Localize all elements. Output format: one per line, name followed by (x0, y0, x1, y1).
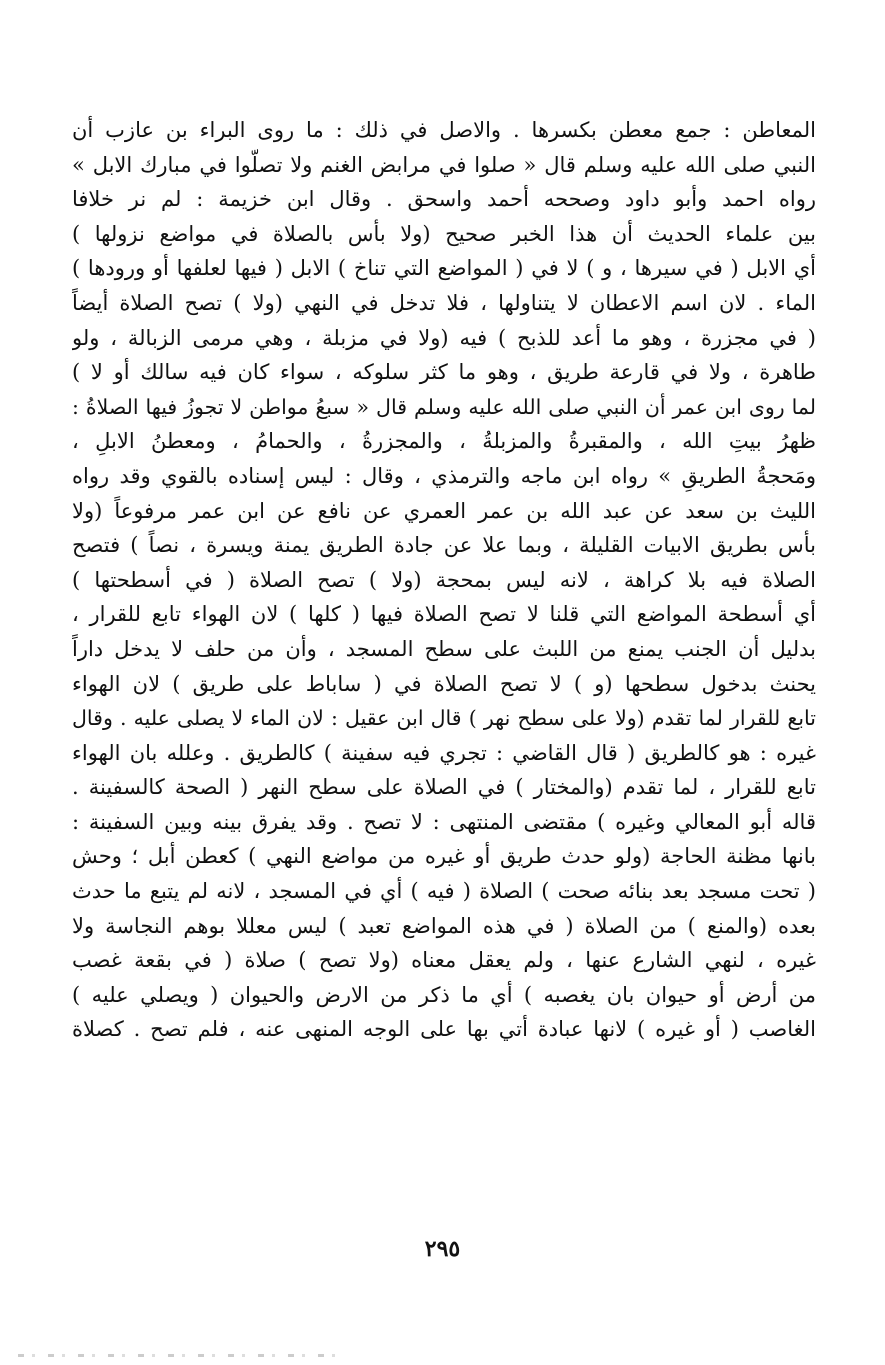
text-line: ظهرُ بيتِ الله ، والمقبرةُ والمزبلةُ ، والمجزرةُ ، والحمامُ ، ومعطنُ الابلِ ، (72, 429, 816, 454)
text-line: ( تحت مسجد بعد بنائه صحت ) الصلاة ( فيه ) أي في المسجد ، لانه لم يتبع ما حدث (72, 879, 816, 904)
text-line: أي الابل ( في سيرها ، و ) لا في ( المواضع التي تناخ ) الابل ( فيها لعلفها أو ورودها ) (72, 256, 816, 281)
text-line: يحنث بدخول سطحها (و ) لا تصح الصلاة في ( ساباط على طريق ) لان الهواء (72, 671, 816, 696)
page-number: ٢٩٥ (424, 1236, 461, 1262)
text-line: طاهرة ، ولا في قارعة طريق ، وهو ما كثر سلوكه ، سواء كان فيه سالك أو لا ) (72, 360, 816, 385)
text-line: ومَحجةُ الطريقِ » رواه ابن ماجه والترمذي ، وقال : ليس إسناده بالقوي وقد رواه (72, 463, 816, 488)
text-line: الليث بن سعد عن عبد الله بن عمر العمري عن نافع عن ابن عمر مرفوعاً (ولا (72, 498, 816, 523)
text-line: الغاصب ( أو غيره ) لانها عبادة أتي بها على الوجه المنهى عنه ، فلم تصح . كصلاة (72, 1017, 816, 1042)
text-line: تابع للقرار لما تقدم (ولا على سطح نهر ) قال ابن عقيل : لان الماء لا يصلى عليه . وقال (72, 706, 816, 731)
text-line: النبي صلى الله عليه وسلم قال « صلوا في مرابض الغنم ولا تصلّوا في مبارك الابل » (72, 152, 816, 177)
text-line: من أرض أو حيوان بان يغصبه ) أي ما ذكر من الارض والحيوان ( ويصلي عليه ) (72, 982, 816, 1007)
scan-artifact (18, 1354, 348, 1357)
text-line: رواه احمد وأبو داود وصححه أحمد واسحق . وقال ابن خزيمة : لم نر خلافا (72, 187, 816, 212)
text-line: تابع للقرار ، لما تقدم (والمختار ) في الصلاة على سطح النهر ( الصحة كالسفينة . (72, 775, 816, 800)
text-line: ( في مجزرة ، وهو ما أعد للذبح ) فيه (ولا في مزبلة ، وهي مرمى الزبالة ، ولو (72, 325, 816, 350)
text-line: لما روى ابن عمر أن النبي صلى الله عليه وسلم قال « سبعُ مواطن لا تجوزُ فيها الصلاةُ : (72, 394, 816, 419)
text-line: غيره : هو كالطريق ( قال القاضي : تجري فيه سفينة ) كالطريق . وعلله بان الهواء (72, 740, 816, 765)
text-line: الماء . لان اسم الاعطان لا يتناولها ، فلا تدخل في النهي (ولا ) تصح الصلاة أيضاً (72, 290, 816, 315)
text-line: غيره ، لنهي الشارع عنها ، ولم يعقل معناه (ولا تصح ) صلاة ( في بقعة غصب (72, 948, 816, 973)
text-line: بين علماء الحديث أن هذا الخبر صحيح (ولا بأس بالصلاة في مواضع نزولها ) (72, 221, 816, 246)
text-line: الصلاة فيه بلا كراهة ، لانه ليس بمحجة (ولا ) تصح الصلاة ( في أسطحتها ) (72, 567, 816, 592)
text-line: بانها مظنة الحاجة (ولو حدث طريق أو غيره من مواضع النهي ) كعطن أبل ؛ وحش (72, 844, 816, 869)
text-line: بعده (والمنع ) من الصلاة ( في هذه المواضع تعبد ) ليس معللا بوهم النجاسة ولا (72, 913, 816, 938)
text-line: بأس بطريق الابيات القليلة ، وبما علا عن جادة الطريق يمنة ويسرة ، نصاً ) فتصح (72, 533, 816, 558)
text-line: بدليل أن الجنب يمنع من اللبث على سطح المسجد ، وأن من حلف لا يدخل داراً (72, 636, 816, 661)
text-line: أي أسطحة المواضع التي قلنا لا تصح الصلاة فيها ( كلها ) لان الهواء تابع للقرار ، (72, 602, 816, 627)
text-line: المعاطن : جمع معطن بكسرها . والاصل في ذلك : ما روى البراء بن عازب أن (72, 118, 816, 142)
body-text (72, 113, 816, 1047)
text-line: قاله أبو المعالي وغيره ) مقتضى المنتهى : لا تصح . وقد يفرق بينه وبين السفينة : (72, 809, 816, 834)
